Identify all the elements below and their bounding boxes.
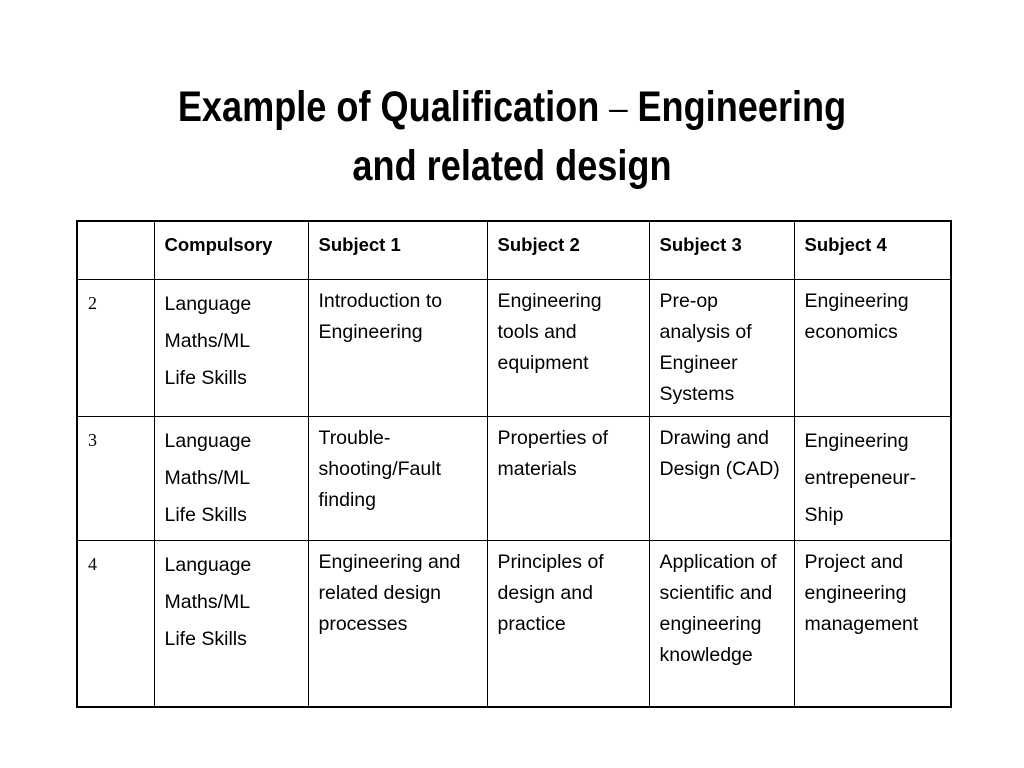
header-cell-compulsory: Compulsory: [154, 221, 308, 279]
subject-3-cell: [649, 279, 794, 416]
subject-line: Engineering: [804, 429, 909, 452]
compulsory-item: Maths/ML: [164, 466, 251, 489]
slide-title: [82, 78, 942, 195]
subject-1-cell: [308, 279, 487, 416]
title-part-1: Example of Qualification: [177, 83, 600, 131]
subject-2-cell: [487, 416, 649, 540]
title-dash: –: [609, 84, 628, 131]
compulsory-item: Maths/ML: [164, 590, 251, 613]
subject-4-lines: [795, 417, 951, 540]
subject-3-cell: [649, 416, 794, 540]
compulsory-item: Language: [164, 553, 252, 576]
compulsory-list: [155, 280, 308, 403]
level-number: 2: [88, 292, 97, 313]
compulsory-cell: [154, 416, 308, 540]
level-number: 4: [88, 553, 97, 574]
header-cell-subject-1: Subject 1: [308, 221, 487, 279]
header-cell-subject-2: Subject 2: [487, 221, 649, 279]
table-row: [77, 416, 951, 540]
title-line-2: and related design: [352, 142, 672, 190]
compulsory-item: Maths/ML: [164, 329, 251, 352]
level-cell: [77, 540, 154, 707]
compulsory-item: Life Skills: [164, 627, 247, 650]
title-line-1: [178, 83, 846, 131]
compulsory-item: Language: [164, 292, 252, 315]
header-cell-level: [77, 221, 154, 279]
subject-4-cell: [794, 416, 951, 540]
subject-text: Pre-op analysis of Engineer Systems: [659, 289, 752, 405]
subject-1-cell: [308, 540, 487, 707]
subject-3-cell: [649, 540, 794, 707]
compulsory-cell: [154, 540, 308, 707]
subject-text: Trouble-shooting/Fault finding: [318, 426, 441, 511]
compulsory-cell: [154, 279, 308, 416]
compulsory-item: Language: [164, 429, 252, 452]
subject-text: Drawing and Design (CAD): [659, 426, 780, 480]
level-cell: [77, 416, 154, 540]
subject-text: Project and engineering management: [804, 550, 919, 635]
level-number: 3: [88, 429, 97, 450]
subject-2-cell: [487, 279, 649, 416]
header-cell-subject-3: Subject 3: [649, 221, 794, 279]
subject-text: Properties of materials: [497, 426, 609, 480]
subject-text: Application of scientific and engineering knowledge: [659, 550, 777, 666]
subject-line: Ship: [804, 503, 844, 526]
subject-line: entrepeneur-: [804, 466, 917, 489]
compulsory-item: Life Skills: [164, 503, 247, 526]
header-row: [77, 221, 951, 279]
qualification-table: [76, 220, 952, 708]
subject-text: Engineering economics: [804, 289, 909, 343]
subject-text: Engineering tools and equipment: [497, 289, 602, 374]
table-row: [77, 540, 951, 707]
title-part-2: Engineering: [637, 83, 847, 131]
subject-text: Engineering and related design processes: [318, 550, 461, 635]
compulsory-item: Life Skills: [164, 366, 247, 389]
header-cell-subject-4: Subject 4: [794, 221, 951, 279]
compulsory-list: [155, 417, 308, 540]
subject-4-cell: [794, 540, 951, 707]
subject-1-cell: [308, 416, 487, 540]
subject-text: Introduction to Engineering: [318, 289, 443, 343]
subject-text: Principles of design and practice: [497, 550, 604, 635]
compulsory-list: [155, 541, 308, 664]
table-row: [77, 279, 951, 416]
subject-2-cell: [487, 540, 649, 707]
level-cell: [77, 279, 154, 416]
subject-4-cell: [794, 279, 951, 416]
